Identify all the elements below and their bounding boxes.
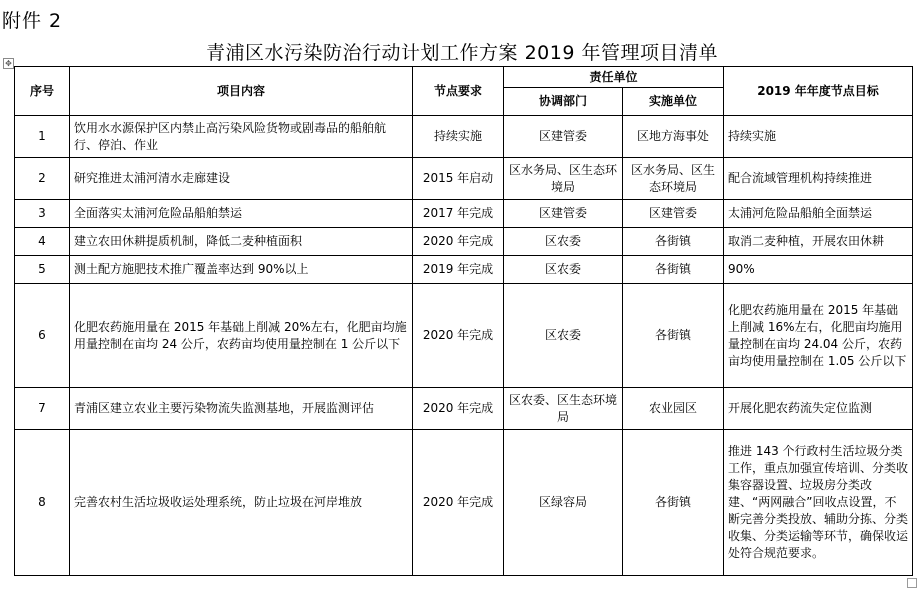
row-implementer: 区建管委 bbox=[623, 200, 724, 228]
table-row bbox=[15, 116, 913, 158]
row-content: 建立农田休耕提质机制，降低二麦种植面积 bbox=[70, 228, 413, 256]
table-row bbox=[15, 228, 913, 256]
header-no: 序号 bbox=[15, 67, 70, 116]
header-coordinator: 协调部门 bbox=[504, 88, 623, 116]
row-target: 取消二麦种植，开展农田休耕 bbox=[724, 228, 913, 256]
row-milestone: 2017 年完成 bbox=[413, 200, 504, 228]
row-implementer: 农业园区 bbox=[623, 388, 724, 430]
row-implementer: 各街镇 bbox=[623, 256, 724, 284]
row-target: 配合流域管理机构持续推进 bbox=[724, 158, 913, 200]
row-milestone: 2020 年完成 bbox=[413, 430, 504, 576]
table-row bbox=[15, 430, 913, 576]
table-row bbox=[15, 158, 913, 200]
row-no: 6 bbox=[15, 284, 70, 388]
row-milestone: 2015 年启动 bbox=[413, 158, 504, 200]
table-move-handle-icon[interactable]: ✥ bbox=[3, 58, 14, 69]
header-implementer: 实施单位 bbox=[623, 88, 724, 116]
row-content: 青浦区建立农业主要污染物流失监测基地，开展监测评估 bbox=[70, 388, 413, 430]
row-content: 研究推进太浦河清水走廊建设 bbox=[70, 158, 413, 200]
row-target: 化肥农药施用量在 2015 年基础上削减 16%左右，化肥亩均施用量控制在亩均 24.04 公斤，农药亩均使用量控制在 1.05 公斤以下 bbox=[724, 284, 913, 388]
table-row bbox=[15, 284, 913, 388]
row-implementer: 各街镇 bbox=[623, 430, 724, 576]
row-coordinator: 区农委 bbox=[504, 256, 623, 284]
attachment-label: 附件 2 bbox=[2, 10, 63, 32]
row-coordinator: 区建管委 bbox=[504, 116, 623, 158]
row-milestone: 持续实施 bbox=[413, 116, 504, 158]
row-content: 饮用水水源保护区内禁止高污染风险货物或剧毒品的船舶航行、停泊、作业 bbox=[70, 116, 413, 158]
row-coordinator: 区建管委 bbox=[504, 200, 623, 228]
header-responsible: 责任单位 bbox=[504, 67, 724, 88]
row-milestone: 2020 年完成 bbox=[413, 284, 504, 388]
row-target: 推进 143 个行政村生活垃圾分类工作，重点加强宣传培训、分类收集容器设置、垃圾房分类改建、“两网融合”回收点设置，不断完善分类投放、辅助分拣、分类收集、分类运输等环节，确保收运处符合规范要求。 bbox=[724, 430, 913, 576]
row-implementer: 各街镇 bbox=[623, 284, 724, 388]
header-milestone: 节点要求 bbox=[413, 67, 504, 116]
table-resize-handle-icon[interactable] bbox=[907, 578, 917, 588]
row-no: 7 bbox=[15, 388, 70, 430]
row-coordinator: 区绿容局 bbox=[504, 430, 623, 576]
row-content: 完善农村生活垃圾收运处理系统，防止垃圾在河岸堆放 bbox=[70, 430, 413, 576]
row-no: 3 bbox=[15, 200, 70, 228]
header-content: 项目内容 bbox=[70, 67, 413, 116]
row-implementer: 区水务局、区生态环境局 bbox=[623, 158, 724, 200]
row-implementer: 各街镇 bbox=[623, 228, 724, 256]
row-content: 测土配方施肥技术推广覆盖率达到 90%以上 bbox=[70, 256, 413, 284]
row-no: 4 bbox=[15, 228, 70, 256]
row-target: 开展化肥农药流失定位监测 bbox=[724, 388, 913, 430]
row-implementer: 区地方海事处 bbox=[623, 116, 724, 158]
row-coordinator: 区水务局、区生态环境局 bbox=[504, 158, 623, 200]
row-no: 5 bbox=[15, 256, 70, 284]
row-target: 太浦河危险品船舶全面禁运 bbox=[724, 200, 913, 228]
table-row bbox=[15, 200, 913, 228]
row-content: 全面落实太浦河危险品船舶禁运 bbox=[70, 200, 413, 228]
table-row bbox=[15, 388, 913, 430]
row-milestone: 2020 年完成 bbox=[413, 228, 504, 256]
row-content: 化肥农药施用量在 2015 年基础上削减 20%左右，化肥亩均施用量控制在亩均 24 公斤，农药亩均使用量控制在 1 公斤以下 bbox=[70, 284, 413, 388]
header-target: 2019 年年度节点目标 bbox=[724, 67, 913, 116]
table-row bbox=[15, 256, 913, 284]
row-coordinator: 区农委、区生态环境局 bbox=[504, 388, 623, 430]
row-milestone: 2020 年完成 bbox=[413, 388, 504, 430]
row-coordinator: 区农委 bbox=[504, 228, 623, 256]
row-milestone: 2019 年完成 bbox=[413, 256, 504, 284]
row-no: 1 bbox=[15, 116, 70, 158]
row-no: 2 bbox=[15, 158, 70, 200]
row-target: 90% bbox=[724, 256, 913, 284]
row-no: 8 bbox=[15, 430, 70, 576]
row-coordinator: 区农委 bbox=[504, 284, 623, 388]
row-target: 持续实施 bbox=[724, 116, 913, 158]
document-title: 青浦区水污染防治行动计划工作方案 2019 年管理项目清单 bbox=[206, 42, 718, 64]
project-list-table bbox=[14, 66, 913, 576]
